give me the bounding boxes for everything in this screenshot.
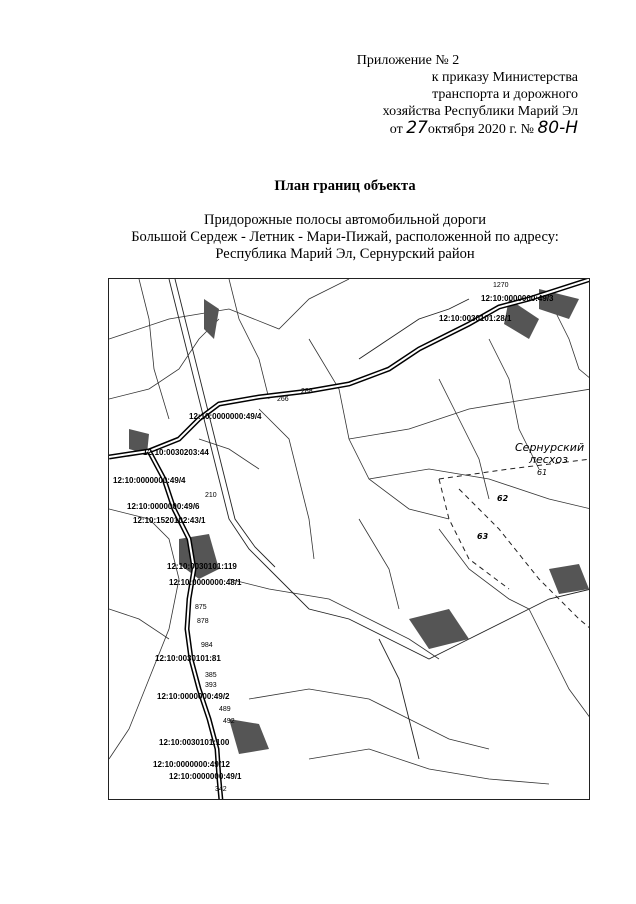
appendix-date-line — [278, 120, 578, 138]
subtitle-line-3: Республика Марий Эл, Сернурский район — [215, 246, 475, 262]
appendix-line-2: к приказу Министерства — [431, 70, 578, 85]
number-label: 210 — [205, 492, 217, 499]
date-text: октября 2020 г. № — [427, 122, 534, 137]
parcel-label-6: 12:10:0000000:49/6 — [127, 502, 200, 511]
forestry-boundary — [439, 459, 590, 629]
subtitle-line-2: Большой Сердеж - Летник - Мари-Пижай, расположенной по адресу: — [131, 229, 559, 245]
number-label: 288 — [301, 388, 313, 395]
parcel-label-13: 12:10:0000000:49/12 — [153, 760, 230, 769]
parcel-label-3: 12:10:0000000:49/4 — [189, 412, 262, 421]
small-numbers — [195, 282, 509, 793]
appendix-line-4: хозяйства Республики Марий Эл — [382, 104, 578, 119]
parcel-label-7: 12:10:1520102:43/1 — [133, 516, 206, 525]
boundary-map — [108, 278, 590, 800]
number-label: 1270 — [493, 282, 509, 289]
parcel-label-2: 12:10:0030101:28/1 — [439, 314, 512, 323]
number-label: 385 — [205, 672, 217, 679]
number-label: 875 — [195, 604, 207, 611]
block-61-label: 61 — [537, 468, 548, 477]
block-62-label: 62 — [497, 494, 509, 503]
subtitle-line-1: Придорожные полосы автомобильной дороги — [204, 212, 486, 228]
number-label: 492 — [223, 718, 235, 725]
number-label: 489 — [219, 706, 231, 713]
field-boundaries — [109, 279, 590, 784]
handwritten-order-number: 80-Н — [537, 118, 578, 138]
parcel-label-8: 12:10:0030101:119 — [167, 562, 237, 571]
number-label: 393 — [205, 682, 217, 689]
parcel-label-1: 12:10:0000000:49/3 — [481, 294, 554, 303]
document-title: План границ объекта — [274, 178, 416, 194]
map-drawing — [109, 279, 590, 800]
appendix-number: Приложение № 2 — [356, 53, 460, 68]
parcel-label-9: 12:10:0000000:48/1 — [169, 578, 242, 587]
appendix-line-3: транспорта и дорожного — [432, 87, 578, 102]
parcel-label-12: 12:10:0030101:100 — [159, 738, 230, 747]
forestry-label-1: Сернурский — [515, 441, 585, 454]
appendix-block — [278, 52, 578, 138]
river-lines — [169, 279, 590, 759]
number-label: 984 — [201, 642, 213, 649]
block-63-label: 63 — [477, 532, 489, 541]
number-label: 266 — [277, 396, 289, 403]
number-label: 878 — [197, 618, 209, 625]
parcel-label-14: 12:10:0000000:49/1 — [169, 772, 242, 781]
document-subtitle — [0, 212, 636, 263]
parcel-label-10: 12:10:0030101:81 — [155, 654, 221, 663]
handwritten-day: 27 — [406, 118, 428, 138]
date-prefix: от — [389, 122, 403, 137]
number-label: 342 — [215, 786, 227, 793]
parcel-label-4: 12:10:0030203:44 — [143, 448, 209, 457]
parcel-label-5: 12:10:0000000:49/4 — [113, 476, 186, 485]
forestry-labels — [477, 441, 584, 541]
parcel-label-11: 12:10:0000000:49/2 — [157, 692, 230, 701]
forestry-label-2: лесхоз — [529, 453, 568, 466]
